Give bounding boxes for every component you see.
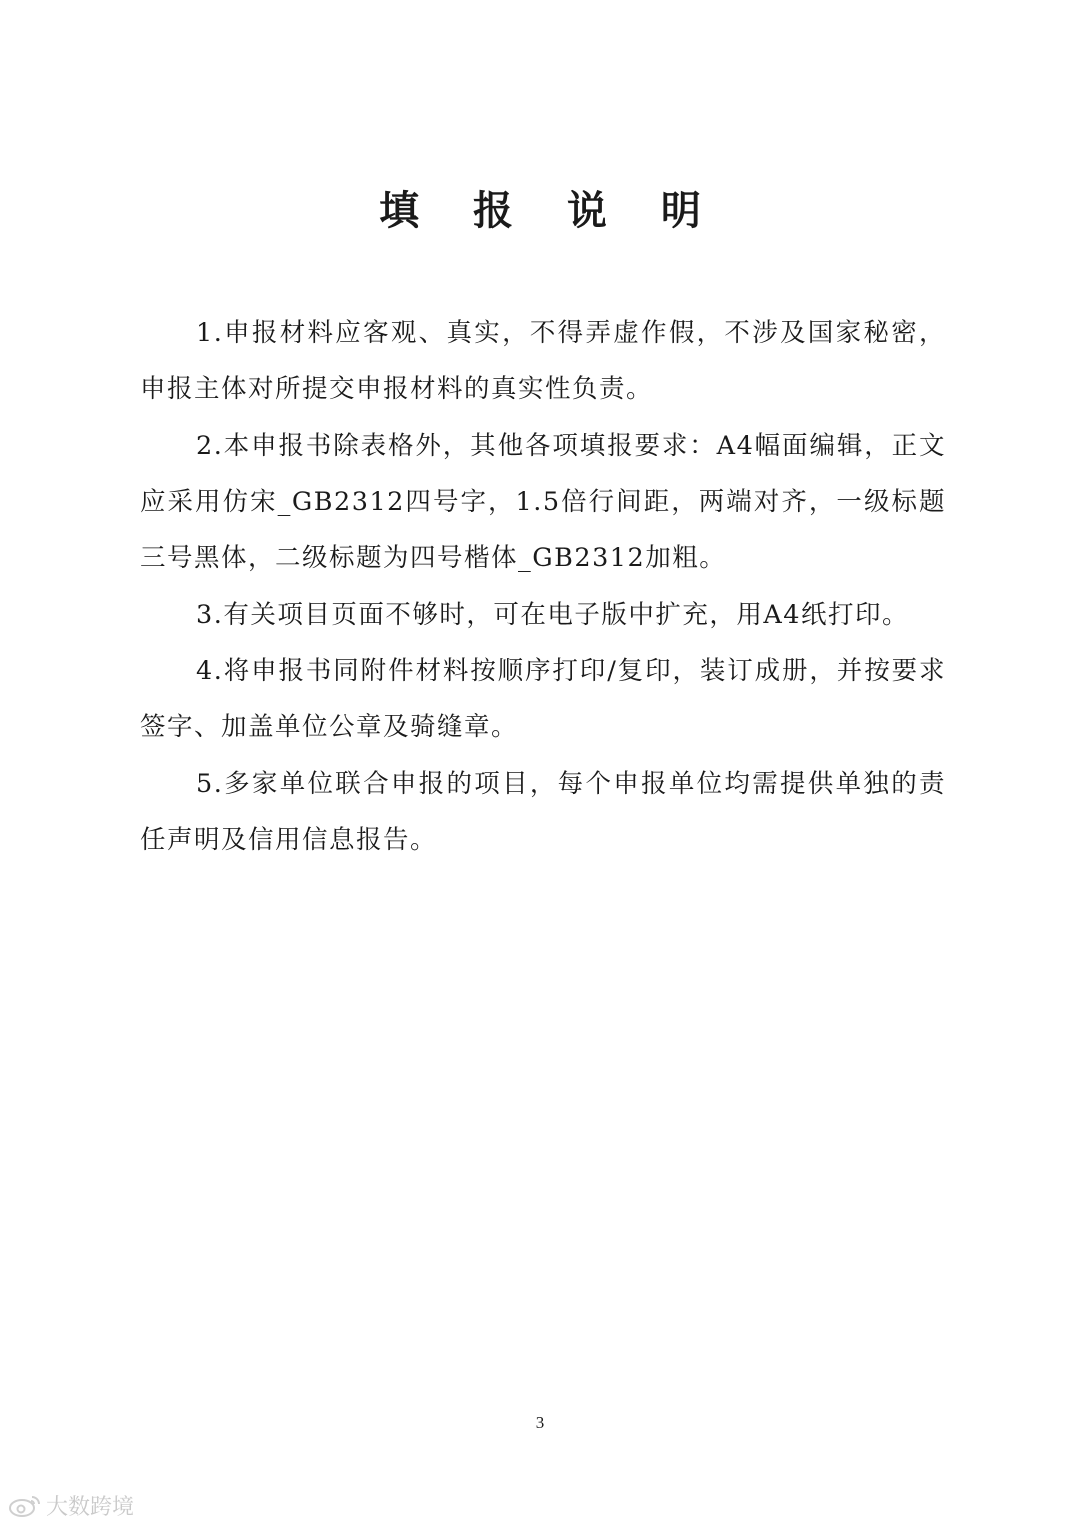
page-number: 3 [535, 1413, 545, 1432]
instruction-paragraph-1: 1.申报材料应客观、真实，不得弄虚作假，不涉及国家秘密，申报主体对所提交申报材料的真实性负责。 [140, 318, 946, 404]
weibo-logo-icon [8, 1494, 42, 1518]
watermark [8, 1490, 134, 1521]
instruction-paragraph-2: 2.本申报书除表格外，其他各项填报要求：A4幅面编辑，正文应采用仿宋_GB2312四号字，1.5倍行间距，两端对齐，一级标题三号黑体，二级标题为四号楷体_GB2312加粗。 [140, 431, 946, 573]
instruction-paragraph-5: 5.多家单位联合申报的项目，每个申报单位均需提供单独的责任声明及信用信息报告。 [140, 769, 946, 855]
watermark-text: 大数跨境 [46, 1495, 135, 1520]
page-title: 填 报 说 明 [379, 188, 721, 234]
instruction-paragraph-4: 4.将申报书同附件材料按顺序打印/复印，装订成册，并按要求签字、加盖单位公章及骑缝章。 [140, 656, 946, 742]
instruction-paragraph-3: 3.有关项目页面不够时，可在电子版中扩充，用A4纸打印。 [196, 600, 909, 630]
